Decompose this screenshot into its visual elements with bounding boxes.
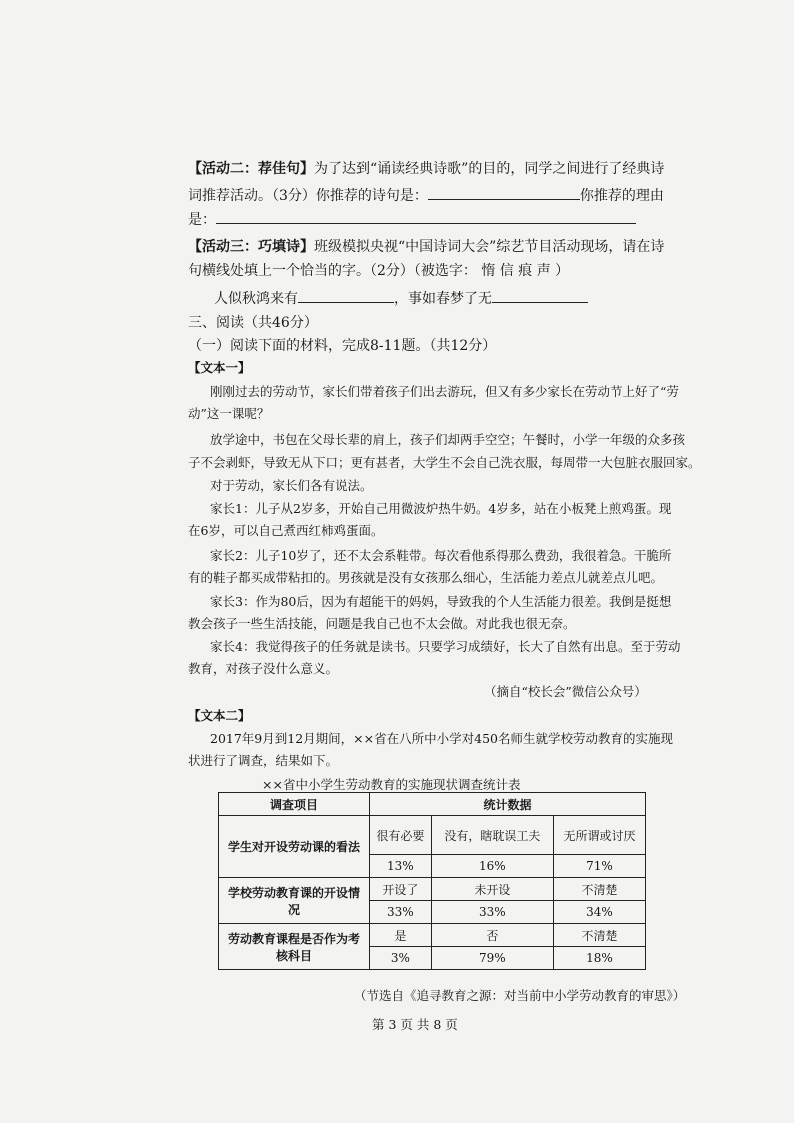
table-header-data: 统计数据 — [370, 793, 646, 816]
poem-line — [214, 288, 674, 308]
text1-p7b: 教育，对孩子没什么意义。 — [188, 661, 339, 676]
row2-label — [219, 878, 370, 924]
table-row — [219, 793, 646, 816]
table-cell: 没有，瞎耽误工夫 — [431, 816, 553, 855]
row3-label-b: 核科目 — [275, 948, 312, 963]
table-cell: 不清楚 — [553, 878, 645, 901]
text1-p4b: 在6岁，可以自己煮西红柿鸡蛋面。 — [188, 523, 384, 538]
section3-sub1: （一）阅读下面的材料，完成8-11题。（共12分） — [188, 338, 497, 354]
table-caption: ××省中小学生劳动教育的实施现状调查统计表 — [262, 777, 521, 792]
text1-p6b: 教会孩子一些生活技能，问题是我自己也不太会做。对此我也很无奈。 — [188, 616, 576, 631]
text1-heading: 【文本一】 — [188, 360, 251, 375]
text2-p1b: 状进行了调查，结果如下。 — [188, 753, 339, 768]
poem-answer-blank[interactable] — [428, 185, 580, 200]
table-cell: 33% — [431, 901, 553, 924]
table-cell: 否 — [431, 924, 553, 947]
table-cell: 71% — [553, 855, 645, 878]
row2-label-b: 况 — [287, 902, 300, 917]
table-cell: 是 — [370, 924, 432, 947]
table-cell: 未开设 — [431, 878, 553, 901]
text1-p2b: 子不会剥虾，导致无从下口；更有甚者，大学生不会自己洗衣服，每周带一大包脏衣服回家。 — [188, 455, 701, 470]
activity2-line2 — [188, 185, 664, 205]
table-cell: 18% — [553, 947, 645, 970]
table-cell: 开设了 — [370, 878, 432, 901]
text2-source: （节选自《追寻教育之源：对当前中小学劳动教育的审思》） — [354, 988, 686, 1003]
activity2-label: 【活动二：荐佳句】 — [188, 161, 314, 177]
table-cell: 13% — [370, 855, 432, 878]
activity2-line3 — [188, 209, 648, 229]
activity2-text4: 是： — [188, 212, 216, 228]
text1-p3: 对于劳动，家长们各有说法。 — [210, 478, 373, 493]
table-cell: 33% — [370, 901, 432, 924]
text1-p5a: 家长2：儿子10岁了，还不太会系鞋带。每次看他系得那么费劲，我很着急。干脆所 — [210, 548, 672, 563]
table-header-item: 调查项目 — [219, 793, 370, 816]
activity2-text2: 词推荐活动。（3分）你推荐的诗句是： — [188, 188, 428, 204]
text1-source: （摘自“校长会”微信公众号） — [484, 684, 647, 699]
text1-p2a: 放学途中，书包在父母长辈的肩上，孩子们却两手空空；午餐时，小学一年级的众多孩 — [210, 432, 686, 447]
table-cell: 79% — [431, 947, 553, 970]
row1-label: 学生对开设劳动课的看法 — [219, 816, 370, 878]
row3-label-a: 劳动教育课程是否作为考 — [227, 931, 360, 946]
row2-label-a: 学校劳动教育课的开设情 — [227, 885, 360, 900]
poem-part-b: ，事如春梦了无 — [394, 291, 492, 307]
poem-part-a: 人似秋鸿来有 — [214, 291, 298, 307]
table-cell: 34% — [553, 901, 645, 924]
table-cell: 不清楚 — [553, 924, 645, 947]
text1-p7a: 家长4：我觉得孩子的任务就是读书。只要学习成绩好，长大了自然有出息。至于劳动 — [210, 639, 681, 654]
row3-label — [219, 924, 370, 970]
table-row — [219, 816, 646, 855]
table-row — [219, 924, 646, 947]
text1-p1a: 刚刚过去的劳动节，家长们带着孩子们出去游玩，但又有多少家长在劳动节上好了“劳 — [210, 384, 679, 399]
table-cell: 很有必要 — [370, 816, 432, 855]
table-cell: 无所谓或讨厌 — [553, 816, 645, 855]
activity3-text2: 句横线处填上一个恰当的字。（2分）（被选字： 惰 信 痕 声 ） — [188, 263, 570, 279]
table-row — [219, 878, 646, 901]
text1-p6a: 家长3：作为80后，因为有超能干的妈妈，导致我的个人生活能力很差。我倒是挺想 — [210, 594, 672, 609]
activity3-label: 【活动三：巧填诗】 — [188, 239, 314, 255]
reason-answer-blank[interactable] — [216, 209, 636, 224]
survey-table — [218, 792, 646, 970]
text1-p1b: 动”这一课呢？ — [188, 406, 270, 421]
text2-p1a: 2017年9月到12月期间，××省在八所中小学对450名师生就学校劳动教育的实施现 — [210, 731, 673, 746]
text1-p5b: 有的鞋子都买成带粘扣的。男孩就是没有女孩那么细心，生活能力差点儿就差点儿吧。 — [188, 570, 664, 585]
section3-title: 三、阅读（共46分） — [188, 315, 318, 331]
activity3-line2 — [188, 262, 648, 280]
activity2-text1: 为了达到“诵读经典诗歌”的目的，同学之间进行了经典诗 — [314, 161, 665, 177]
poem-blank-1[interactable] — [298, 288, 394, 303]
page-number: 第 3 页 共 8 页 — [372, 1017, 458, 1032]
activity3-text1: 班级模拟央视“中国诗词大会”综艺节目活动现场，请在诗 — [314, 239, 665, 255]
table-cell: 16% — [431, 855, 553, 878]
activity2-line1 — [188, 160, 665, 178]
text2-heading: 【文本二】 — [188, 708, 251, 723]
text1-p4a: 家长1：儿子从2岁多，开始自己用微波炉热牛奶。4岁多，站在小板凳上煎鸡蛋。现 — [210, 501, 672, 516]
activity2-text3: 你推荐的理由 — [579, 188, 664, 204]
activity3-line1 — [188, 238, 665, 256]
table-cell: 3% — [370, 947, 432, 970]
poem-blank-2[interactable] — [492, 288, 588, 303]
